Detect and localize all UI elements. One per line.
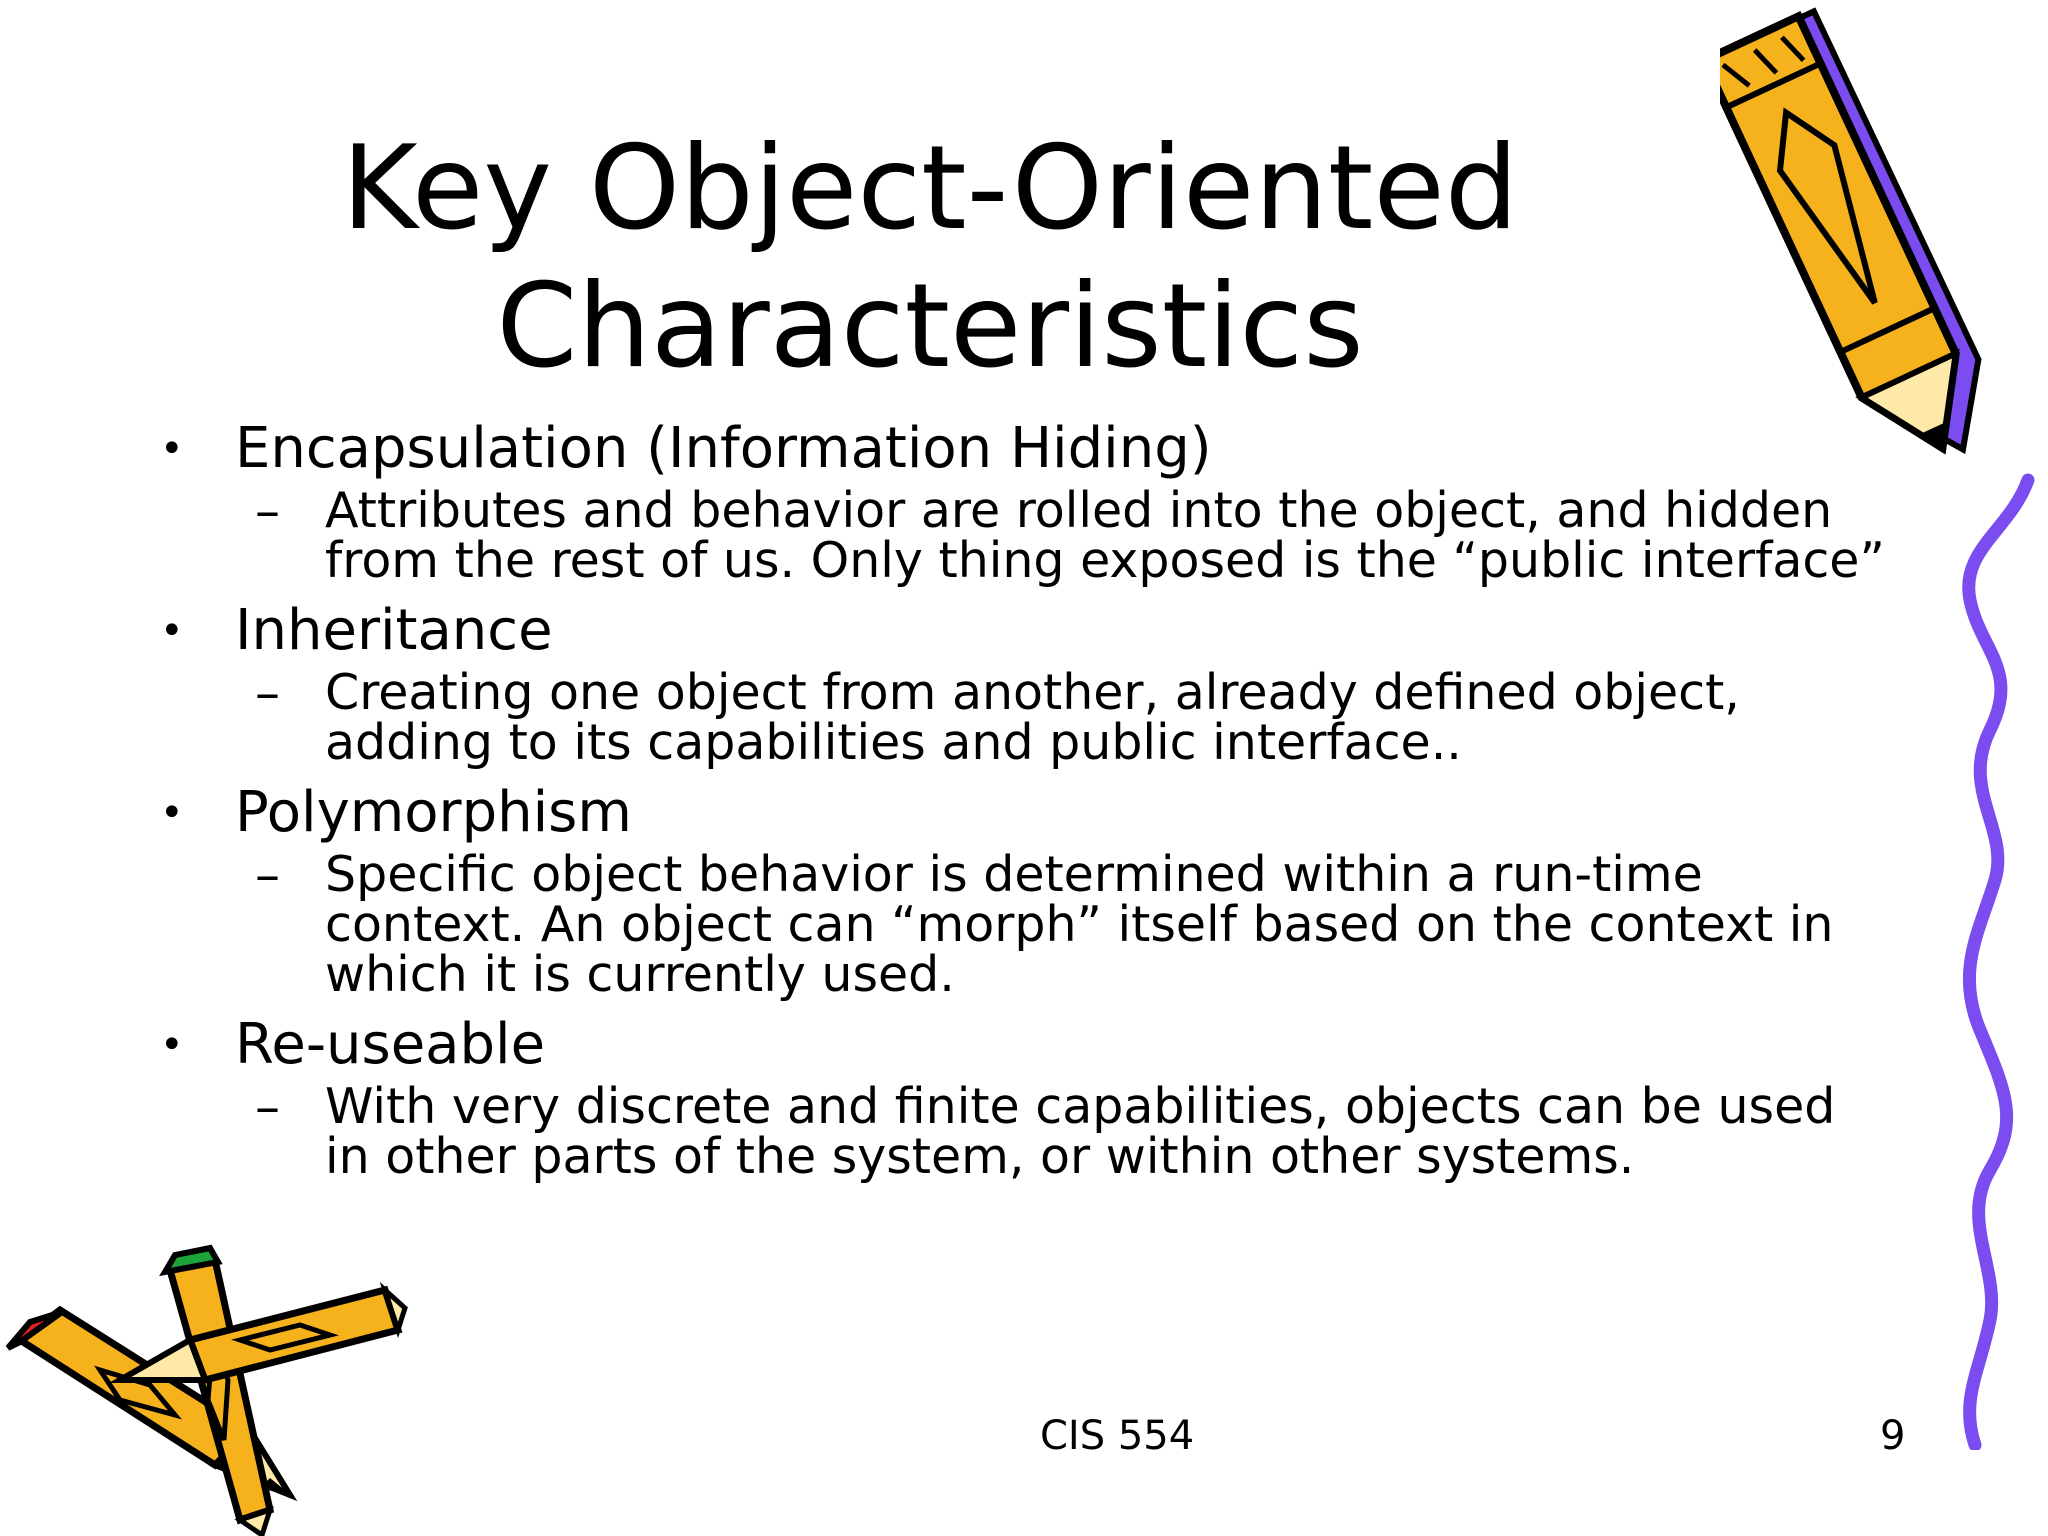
sub-bullet-dash: – [255,482,280,540]
footer-course-label: CIS 554 [1040,1413,1195,1459]
bullet-list [150,412,1910,1185]
bullet-label: Polymorphism [235,780,632,845]
bullet-label: Re-useable [235,1012,546,1077]
sub-bullet [150,846,1910,1003]
sub-bullet-line: adding to its capabilities and public interface.. [325,714,1462,771]
bullet-inheritance [150,594,1910,771]
page-number: 9 [1880,1413,1906,1459]
bullet-row [150,594,1910,668]
sub-bullet-dash: – [255,846,280,904]
bullet-reuseable [150,1008,1910,1185]
sub-bullet-line: Specific object behavior is determined within a run-time [325,846,1703,903]
slide-title-line-2: Characteristics [496,259,1364,394]
pencils-clipart-icon [0,1230,420,1536]
bullet-label: Encapsulation (Information Hiding) [235,416,1212,481]
bullet-dot: • [160,426,184,472]
sub-bullet-dash: – [255,664,280,722]
bullet-label: Inheritance [235,598,553,663]
squiggle-line-icon [1940,470,2040,1450]
bullet-dot: • [160,1022,184,1068]
sub-bullet-line: With very discrete and finite capabilities, objects can be used [325,1078,1836,1135]
sub-bullet [150,482,1910,589]
sub-bullet [150,664,1910,771]
slide-title-line-1: Key Object-Oriented [341,121,1519,256]
sub-bullet-line: Creating one object from another, already defined object, [325,664,1740,721]
bullet-dot: • [160,608,184,654]
bullet-dot: • [160,790,184,836]
sub-bullet-line: from the rest of us. Only thing exposed is the “public interface” [325,532,1885,589]
sub-bullet [150,1078,1910,1185]
sub-bullet-line: which it is currently used. [325,946,955,1003]
bullet-row [150,1008,1910,1082]
bullet-encapsulation [150,412,1910,589]
bullet-row [150,412,1910,486]
slide-title [240,120,1620,396]
sub-bullet-dash: – [255,1078,280,1136]
sub-bullet-line: in other parts of the system, or within other systems. [325,1128,1635,1185]
sub-bullet-line: Attributes and behavior are rolled into the object, and hidden [325,482,1833,539]
sub-bullet-line: context. An object can “morph” itself based on the context in [325,896,1834,953]
bullet-polymorphism [150,776,1910,1003]
bullet-row [150,776,1910,850]
